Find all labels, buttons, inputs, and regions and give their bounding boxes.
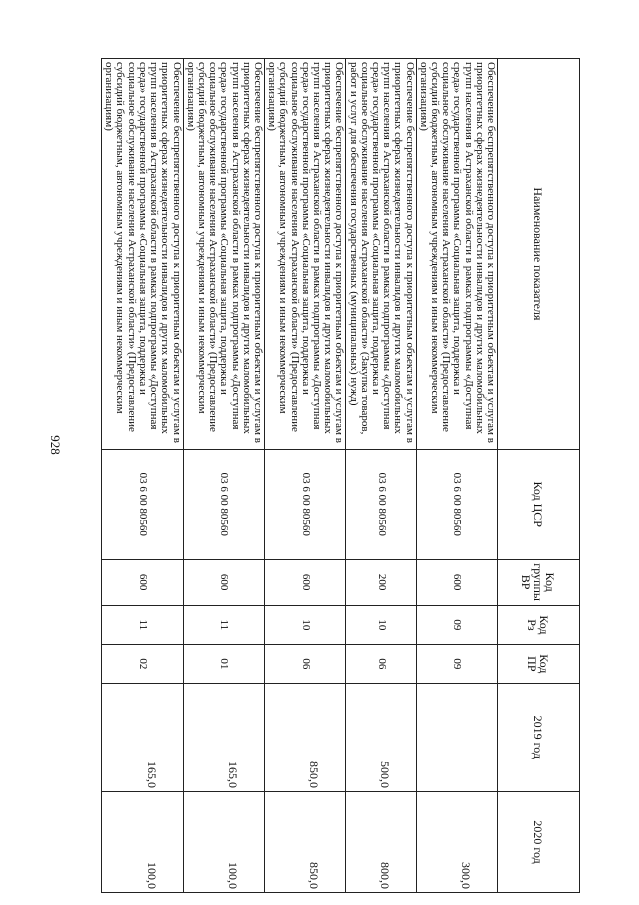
cell-pr: 06 (264, 645, 345, 683)
table-row (183, 59, 264, 893)
cell-name: Обеспечение беспрепятственного доступа к приоритетным объектам и услугам в приоритетных сферах жизнедеятельности инвалидов и других маломобильных групп населения в Астраханской области в рамках подпрограммы «Доступная среда» государственной программы «Социальная защита, поддержка и социальное обслуживание населения Астраханской области» (Предоставление субсидий бюджетным, автономным учреждениям и иным некоммерческим организациям) (183, 59, 264, 450)
cell-pr: 06 (346, 645, 416, 683)
cell-2020: 300,0 (416, 792, 497, 893)
cell-vr: 600 (264, 559, 345, 605)
cell-vr: 600 (183, 559, 264, 605)
header-csr: Код ЦСР (498, 449, 580, 559)
cell-2019: 850,0 (264, 683, 345, 792)
cell-rz: 11 (183, 605, 264, 645)
cell-csr: 03 6 00 80560 (416, 449, 497, 559)
header-2020: 2020 год (498, 792, 580, 893)
cell-name: Обеспечение беспрепятственного доступа к приоритетным объектам и услугам в приоритетных сферах жизнедеятельности инвалидов и других маломобильных групп населения в Астраханской области в рамках подпрограммы «Доступная среда» государственной программы «Социальная защита, поддержка и социальное обслуживание населения Астраханской области» (Закупка товаров, работ и услуг для обеспечения государственных (муниципальных) нужд) (346, 59, 416, 450)
header-2019: 2019 год (498, 683, 580, 792)
cell-csr: 03 6 00 80560 (102, 449, 183, 559)
header-name: Наименование показателя (498, 59, 580, 450)
table-row (416, 59, 497, 893)
table-row (102, 59, 183, 893)
cell-2019: 165,0 (183, 683, 264, 792)
cell-2020: 800,0 (346, 792, 416, 893)
cell-rz: 11 (102, 605, 183, 645)
header-pr: Код ПР (498, 645, 580, 683)
cell-vr: 600 (102, 559, 183, 605)
cell-rz: 10 (346, 605, 416, 645)
cell-vr: 200 (346, 559, 416, 605)
cell-2020: 100,0 (102, 792, 183, 893)
cell-name: Обеспечение беспрепятственного доступа к приоритетным объектам и услугам в приоритетных сферах жизнедеятельности инвалидов и других маломобильных групп населения в Астраханской области в рамках подпрограммы «Доступная среда» государственной программы «Социальная защита, поддержка и социальное обслуживание населения Астраханской области» (Предоставление субсидий бюджетным, автономным учреждениям и иным некоммерческим организациям) (416, 59, 497, 450)
cell-2020: 100,0 (183, 792, 264, 893)
page-number: 928 (48, 435, 63, 455)
cell-2019 (416, 683, 497, 792)
cell-csr: 03 6 00 80560 (346, 449, 416, 559)
cell-vr: 600 (416, 559, 497, 605)
header-rz: Код Рз (498, 605, 580, 645)
header-vr: Код группы ВР (498, 559, 580, 605)
cell-2020: 850,0 (264, 792, 345, 893)
cell-rz: 10 (264, 605, 345, 645)
cell-csr: 03 6 00 80560 (264, 449, 345, 559)
table-row (346, 59, 416, 893)
cell-pr: 02 (102, 645, 183, 683)
rotated-table-container (103, 58, 580, 893)
cell-rz: 09 (416, 605, 497, 645)
cell-csr: 03 6 00 80560 (183, 449, 264, 559)
cell-pr: 01 (183, 645, 264, 683)
header-row (498, 59, 580, 893)
cell-pr: 09 (416, 645, 497, 683)
budget-table (101, 58, 580, 893)
cell-name: Обеспечение беспрепятственного доступа к приоритетным объектам и услугам в приоритетных сферах жизнедеятельности инвалидов и других маломобильных групп населения в Астраханской области в рамках подпрограммы «Доступная среда» государственной программы «Социальная защита, поддержка и социальное обслуживание населения Астраханской области» (Предоставление субсидий бюджетным, автономным учреждениям и иным некоммерческим организациям) (264, 59, 345, 450)
table-row (264, 59, 345, 893)
cell-2019: 165,0 (102, 683, 183, 792)
cell-name: Обеспечение беспрепятственного доступа к приоритетным объектам и услугам в приоритетных сферах жизнедеятельности инвалидов и других маломобильных групп населения в Астраханской области в рамках подпрограммы «Доступная среда» государственной программы «Социальная защита, поддержка и социальное обслуживание населения Астраханской области» (Предоставление субсидий бюджетным, автономным учреждениям и иным некоммерческим организациям) (102, 59, 183, 450)
cell-2019: 500,0 (346, 683, 416, 792)
